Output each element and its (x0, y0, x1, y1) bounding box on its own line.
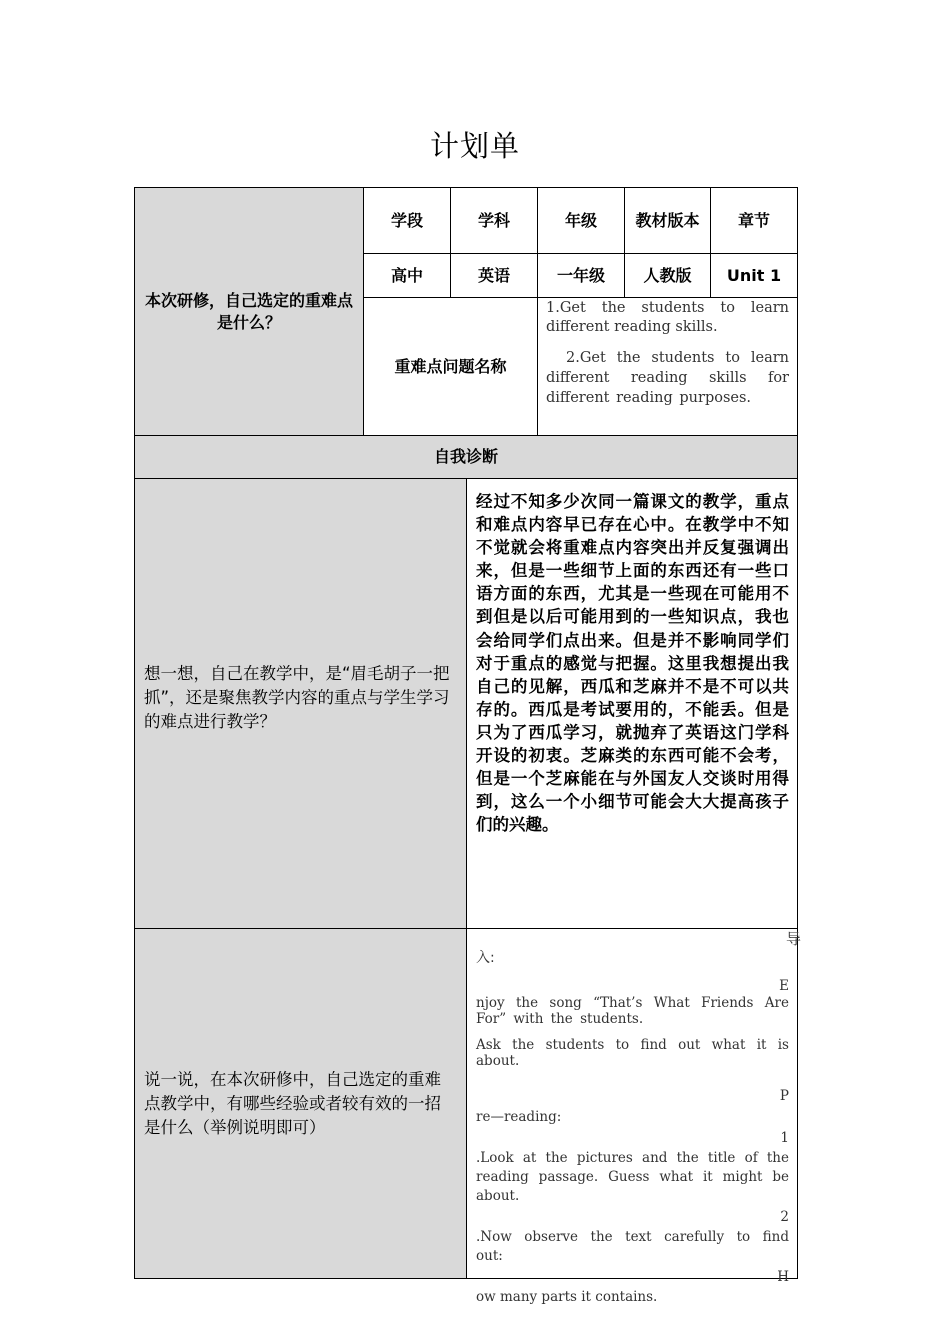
answer-2-cell (466, 928, 801, 1305)
value-grade: 一年级 (537, 253, 625, 298)
question-focus-text: 本次研修，自己选定的重难点是什么？ (144, 290, 353, 332)
answer-line: P (779, 1088, 789, 1104)
header-chapter: 章节 (710, 187, 798, 254)
answer-1-cell (466, 478, 798, 929)
answer-line: ow many parts it contains. (476, 1289, 658, 1305)
answer-line: 入: (476, 950, 495, 966)
section-title-cell (134, 435, 798, 479)
header-edition: 教材版本 (624, 187, 711, 254)
focus-items-cell (537, 297, 798, 436)
answer-line: .Now observe the text carefully to find out: (476, 1229, 789, 1264)
answer-line: 1 (780, 1130, 789, 1146)
answer-line: H (777, 1269, 789, 1285)
answer-1-text: 经过不知多少次同一篇课文的教学，重点和难点内容早已存在心中。在教学中不知不觉就会将重难点内容突出并反复强调出来，但是一些细节上面的东西还有一些口语方面的东西，尤其是一些现在可能用不到但是以后可能用到的一些知识点，我也会给同学们点出来。但是并不影响同学们对于重点的感觉与把握。这里我想提出我自己的见解，西瓜和芝麻并不是不可以共存的。西瓜是考试要用的，不能丢。但是只为了西瓜学习，就抛弃了英语这门学科开设的初衷。芝麻类的东西可能不会考，但是一个芝麻能在与外国友人交谈时用得到，这么一个小细节可能会大大提高孩子们的兴趣。 (476, 492, 789, 835)
answer-line: njoy the song “That’s What Friends Are For” with the students. (476, 995, 789, 1027)
question-1-text: 想一想，自己在教学中，是“眉毛胡子一把抓”，还是聚焦教学内容的重点与学生学习的难点进行教学？ (144, 663, 450, 731)
question-2-cell (134, 928, 467, 1279)
answer-line: Ask the students to find out what it is about. (476, 1037, 789, 1069)
value-edition: 人教版 (624, 253, 711, 298)
header-stage: 学段 (363, 187, 451, 254)
answer-line: re—reading: (476, 1109, 562, 1125)
focus-item: 2.Get the students to learn different reading skills for different reading purposes. (546, 350, 789, 406)
header-grade: 年级 (537, 187, 625, 254)
value-chapter: Unit 1 (710, 253, 798, 298)
section-title: 自我诊断 (433, 447, 498, 466)
question-focus-cell (134, 187, 364, 436)
question-2-text: 说一说，在本次研修中，自己选定的重难点教学中，有哪些经验或者较有效的一招是什么（举例说明即可） (144, 1069, 441, 1137)
focus-item: 1.Get the students to learn different reading skills. (546, 300, 789, 335)
value-stage: 高中 (363, 253, 451, 298)
document-title: 计划单 (429, 129, 520, 163)
answer-line: E (779, 978, 789, 994)
answer-line: .Look at the pictures and the title of the reading passage. Guess what it might be about. (476, 1150, 789, 1204)
answer-line: 2 (780, 1209, 789, 1225)
answer-line: 导 (785, 930, 801, 948)
focus-label-cell: 重难点问题名称 (363, 297, 538, 436)
value-subject: 英语 (450, 253, 538, 298)
header-subject: 学科 (450, 187, 538, 254)
question-1-cell (134, 478, 467, 929)
